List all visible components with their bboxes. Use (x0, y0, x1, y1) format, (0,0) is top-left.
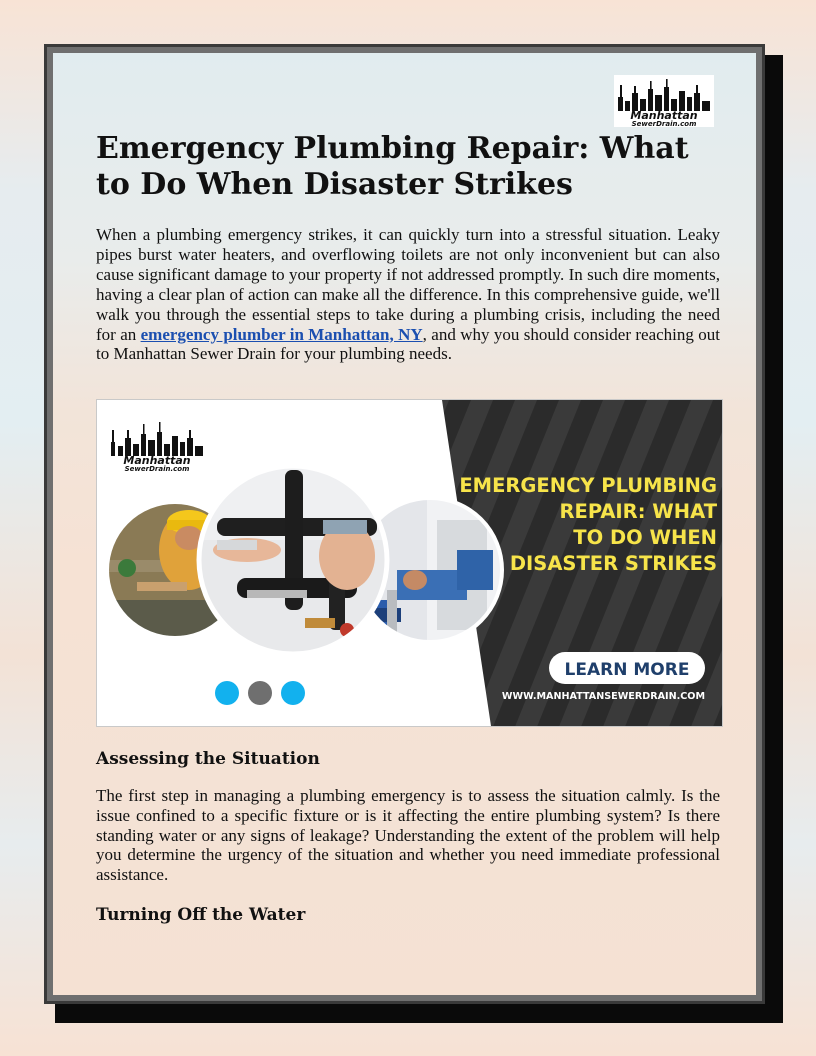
section-heading-assessing: Assessing the Situation (96, 749, 320, 769)
carousel-dot-2[interactable] (248, 681, 272, 705)
banner-headline-line4: DISASTER STRIKES (509, 552, 717, 575)
intro-text-start: When a plumbing emergency strikes, it can quickly turn into a stressful situation. Leaky pipes burst water heaters, and overflowing toilets are not only inconvenient but can also cause significant damage to your property if not addressed promptly. In such dire moments, having a clear plan of action can make all the difference. In this comprehensive guide, we'll walk you through the essential steps to take during a plumbing crisis, including the need for an (96, 225, 720, 344)
banner-website: WWW.MANHATTANSEWERDRAIN.COM (501, 691, 705, 702)
intro-text-end: , and why you should consider reaching out to Manhattan Sewer Drain for your plumbing needs. (96, 324, 720, 364)
promo-banner[interactable] (97, 400, 722, 726)
banner-headline-line2: REPAIR: WHAT (559, 500, 717, 523)
learn-more-button[interactable] (549, 652, 705, 684)
section-heading-turning-off: Turning Off the Water (96, 905, 306, 925)
logo-text-line2: SewerDrain.com (631, 120, 697, 127)
carousel-dot-3[interactable] (281, 681, 305, 705)
intro-paragraph (96, 225, 720, 364)
page-frame (44, 44, 765, 1004)
carousel-dot-1[interactable] (215, 681, 239, 705)
banner-logo-line2: SewerDrain.com (124, 465, 190, 473)
banner-logo-line1: Manhattan (123, 454, 191, 467)
city-skyline-icon (614, 75, 714, 127)
company-logo (614, 75, 714, 127)
emergency-plumber-link[interactable]: emergency plumber in Manhattan, NY (140, 324, 423, 344)
document-page (53, 53, 756, 995)
logo-text-line1: Manhattan (630, 109, 698, 122)
section-body-assessing: The first step in managing a plumbing emergency is to assess the situation calmly. Is the issue confined to a specific fixture or is it affecting the entire plumbing system? Is there standing water or any signs of leakage? Understanding the extent of the problem will help you determine the urgency of the situation and whether you need immediate professional assistance. (96, 786, 720, 885)
banner-headline-line1: EMERGENCY PLUMBING (459, 474, 717, 497)
learn-more-label[interactable]: LEARN MORE (564, 660, 690, 680)
article-title: Emergency Plumbing Repair: What to Do When Disaster Strikes (96, 131, 689, 202)
banner-headline-line3: TO DO WHEN (573, 526, 717, 549)
